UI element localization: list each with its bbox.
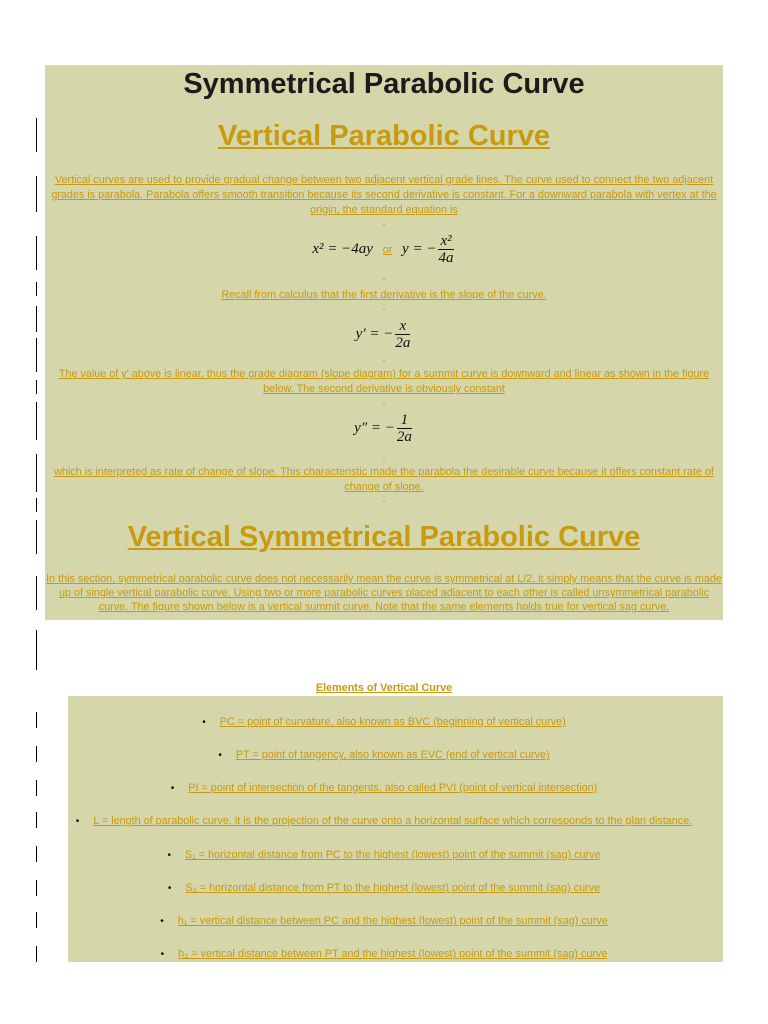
bullet: • xyxy=(170,783,175,794)
intro-paragraph[interactable]: Vertical curves are used to provide gradual change between two adjacent vertical grade lines. The curve used to connect the two adjacent grades is parabola. Parabola offers smooth transition because its second derivative is constant. For a downward parabola with vertex at the origin, the standard equation is xyxy=(51,174,717,216)
equation-1-denominator: 4a xyxy=(438,250,454,267)
equation-1-fraction xyxy=(438,233,453,266)
list-item-text[interactable]: PI = point of intersection of the tangents, also called PVI (point of vertical intersection) xyxy=(188,782,598,794)
linear-paragraph[interactable]: The value of y' above is linear, thus the grade diagram (slope diagram) for a summit curve is downward and linear as shown in the figure below. The second derivative is obviously constant xyxy=(58,368,710,395)
separator-dash: - xyxy=(382,304,386,314)
margin-bar xyxy=(36,306,37,332)
list-item xyxy=(0,881,768,896)
bullet: • xyxy=(202,717,206,728)
equation-3-fraction xyxy=(397,412,412,445)
recall-paragraph[interactable]: Recall from calculus that the first derivative is the slope of the curve. xyxy=(221,289,547,301)
equation-3-numerator: 1 xyxy=(397,412,412,429)
equation-1 xyxy=(45,231,723,267)
equation-3 xyxy=(45,410,723,446)
equation-1-left: x² = −4ay xyxy=(312,241,373,257)
margin-bar xyxy=(36,176,37,212)
margin-bar xyxy=(36,380,37,394)
list-item-text[interactable]: h₁ = vertical distance between PC and the highest (lowest) point of the summit (sag) curve xyxy=(177,915,608,927)
list-item xyxy=(0,781,768,796)
equation-3-lhs: y″ = − xyxy=(354,420,395,436)
margin-bar xyxy=(36,498,37,512)
list-item xyxy=(0,814,768,829)
elements-heading[interactable]: Elements of Vertical Curve xyxy=(315,682,453,694)
list-item-text[interactable]: h₂ = vertical distance between PT and the highest (lowest) point of the summit (sag) curve xyxy=(178,948,608,960)
margin-bar xyxy=(36,576,37,610)
separator-dash: - xyxy=(382,398,386,408)
list-item-text[interactable]: S₂ = horizontal distance from PT to the highest (lowest) point of the summit (sag) curve xyxy=(185,882,601,894)
equation-2 xyxy=(45,316,723,352)
list-item xyxy=(0,715,768,730)
list-item xyxy=(0,748,768,763)
bullet: • xyxy=(160,916,164,927)
interpret-paragraph[interactable]: which is interpreted as rate of change of slope. This characteristic made the parabola the desirable curve because it offers constant rate of change of slope. xyxy=(54,466,714,493)
margin-bar xyxy=(36,402,37,440)
list-item-text[interactable]: L = length of parabolic curve, it is the projection of the curve onto a horizontal surface which corresponds to the plan distance. xyxy=(93,815,693,827)
margin-bar xyxy=(36,520,37,554)
document-page xyxy=(45,65,723,620)
equation-3-denominator: 2a xyxy=(396,429,412,446)
list-item-text[interactable]: PC = point of curvature, also known as BVC (beginning of vertical curve) xyxy=(219,716,566,728)
or-link[interactable]: or xyxy=(382,244,393,256)
list-item xyxy=(0,848,768,863)
section-heading-vertical-parabolic[interactable]: Vertical Parabolic Curve xyxy=(217,120,551,152)
section-heading-vertical-symmetrical[interactable]: Vertical Symmetrical Parabolic Curve xyxy=(127,521,641,553)
bullet: • xyxy=(167,850,171,861)
separator-dash: - xyxy=(382,355,386,365)
equation-2-numerator: x xyxy=(395,318,410,335)
margin-bar xyxy=(36,454,37,492)
list-item-text[interactable]: PT = point of tangency, also known as EVC (end of vertical curve) xyxy=(235,749,550,761)
margin-bar xyxy=(36,236,37,270)
bullet: • xyxy=(167,883,172,894)
section2-intro-paragraph[interactable]: In this section, symmetrical parabolic curve does not necessarily mean the curve is symmetrical at L/2, it simply means that the curve is made up of single vertical parabolic curve. Using two or more parabolic curves placed adjacent to each other is called unsymmetrical parabolic curve. The figure shown below is a vertical summit curve. Note that the same elements holds true for vertical sag curve. xyxy=(46,573,722,613)
list-item xyxy=(0,947,768,962)
equation-1-right-lhs: y = − xyxy=(402,241,437,257)
equation-2-fraction xyxy=(395,318,410,351)
margin-bar xyxy=(36,118,37,152)
separator-dash: - xyxy=(382,274,386,284)
margin-bar xyxy=(36,338,37,372)
equation-1-numerator: x² xyxy=(440,233,452,250)
page-title: Symmetrical Parabolic Curve xyxy=(183,68,585,100)
bullet: • xyxy=(160,949,165,960)
list-item xyxy=(0,914,768,929)
separator-dash: - xyxy=(382,453,386,463)
bullet: • xyxy=(218,750,222,761)
list-item-text[interactable]: S₁ = horizontal distance from PC to the highest (lowest) point of the summit (sag) curve xyxy=(184,849,601,861)
bullet: • xyxy=(75,816,80,827)
margin-bar xyxy=(36,630,37,670)
separator-dash: - xyxy=(382,219,386,229)
separator-dash: - xyxy=(382,496,386,506)
margin-bar xyxy=(36,282,37,296)
equation-2-denominator: 2a xyxy=(395,335,411,352)
equation-2-lhs: y′ = − xyxy=(355,326,394,342)
